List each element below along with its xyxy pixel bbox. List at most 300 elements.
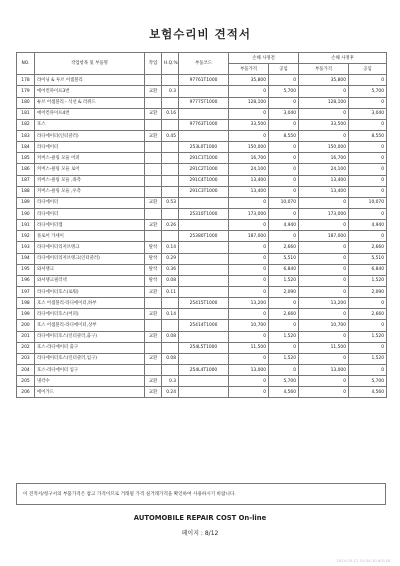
row-labor-after: 2,660 [349,242,387,253]
row-no: 204 [17,364,35,375]
table-row [17,86,387,97]
row-labor-after: 0 [349,208,387,219]
row-labor-after: 0 [349,97,387,108]
row-hq [162,164,179,175]
table-row [17,175,387,186]
row-labor-after: 1,520 [349,331,387,342]
row-labor-before: 0 [269,186,299,197]
row-labor-before: 1,520 [269,331,299,342]
row-no: 196 [17,275,35,286]
table-row [17,197,387,208]
row-labor-before: 4,560 [269,387,299,398]
row-labor-before: 0 [269,298,299,309]
table-row [17,376,387,387]
row-item-name: 와셔탱크필러넥 [35,275,145,286]
row-hq [162,364,179,375]
row-no: 190 [17,208,35,219]
table-row [17,298,387,309]
row-part-price-before: 0 [229,130,269,141]
row-part-price-after: 0 [299,130,349,141]
row-hq: 0.08 [162,331,179,342]
row-labor-after: 0 [349,342,387,353]
row-work: 교환 [145,286,162,297]
table-row [17,264,387,275]
row-item-name: 에어컨파이프3번 [35,86,145,97]
row-work: 교환 [145,376,162,387]
row-item-name: 라디에이터캡 [35,220,145,231]
row-hq: 0.29 [162,253,179,264]
row-part-price-before: 24,100 [229,164,269,175]
row-hq: 0.11 [162,286,179,297]
row-labor-after: 2,090 [349,286,387,297]
row-labor-before: 0 [269,164,299,175]
row-part-price-before: 13,200 [229,298,269,309]
table-row [17,387,387,398]
row-part-price-after: 0 [299,331,349,342]
table-row [17,342,387,353]
row-part-price-after: 0 [299,86,349,97]
row-no: 203 [17,353,35,364]
row-part-code: 291C1T1000 [179,153,229,164]
row-no: 183 [17,130,35,141]
row-work: 탈착 [145,253,162,264]
row-labor-before: 0 [269,208,299,219]
row-no: 182 [17,119,35,130]
row-item-name: 라디에이터리저브탱크(인터쿨러) [35,253,145,264]
header-hq: H.Q.% [162,53,179,75]
row-part-code: 97775T1000 [179,97,229,108]
row-part-price-after: 0 [299,197,349,208]
row-work [145,153,162,164]
row-hq: 0.45 [162,130,179,141]
table-row [17,242,387,253]
table-row [17,130,387,141]
row-part-code [179,242,229,253]
estimate-rows [17,75,387,398]
row-hq: 0.3 [162,376,179,387]
table-row [17,220,387,231]
row-part-code: 254L4T1000 [179,364,229,375]
row-hq [162,153,179,164]
row-work [145,342,162,353]
row-no: 200 [17,320,35,331]
table-row [17,208,387,219]
table-row [17,75,387,86]
row-part-price-after: 0 [299,242,349,253]
row-labor-before: 2,090 [269,286,299,297]
row-item-name: 라디에이터 [35,208,145,219]
row-no: 188 [17,186,35,197]
row-part-price-after: 10,700 [299,320,349,331]
row-labor-before: 0 [269,75,299,86]
row-no: 193 [17,242,35,253]
row-hq [162,231,179,242]
row-part-price-before: 33,500 [229,119,269,130]
row-hq [162,298,179,309]
row-hq: 0.26 [162,220,179,231]
row-no: 179 [17,86,35,97]
table-row [17,253,387,264]
row-labor-after: 4,560 [349,387,387,398]
row-part-code: 25415T1000 [179,298,229,309]
header-part-code: 부품코드 [179,53,229,75]
row-labor-before: 2,660 [269,242,299,253]
row-no: 206 [17,387,35,398]
row-hq [162,342,179,353]
row-no: 195 [17,264,35,275]
row-part-price-after: 35,800 [299,75,349,86]
table-row [17,164,387,175]
row-labor-before: 2,660 [269,309,299,320]
row-labor-after: 2,660 [349,309,387,320]
row-no: 180 [17,97,35,108]
row-labor-before: 0 [269,320,299,331]
row-work: 교환 [145,220,162,231]
row-hq: 0.08 [162,275,179,286]
row-item-name: 호스 [35,119,145,130]
row-item-name: 에어가드 [35,387,145,398]
row-labor-after: 0 [349,298,387,309]
table-row [17,231,387,242]
row-item-name: 라이닝 & 투브 어셈블리 [35,75,145,86]
row-labor-after: 3,040 [349,108,387,119]
row-hq [162,142,179,153]
row-labor-after: 0 [349,153,387,164]
row-work [145,97,162,108]
row-part-code: 291C2T1000 [179,164,229,175]
row-part-code: 291C3T1000 [179,186,229,197]
row-item-name: 호스-라디에이터 입구 [35,364,145,375]
row-part-price-after: 11,500 [299,342,349,353]
row-part-price-before: 0 [229,331,269,342]
row-labor-before: 0 [269,153,299,164]
row-no: 199 [17,309,35,320]
row-labor-after: 6,840 [349,264,387,275]
row-labor-after: 0 [349,164,387,175]
row-part-code: 97761T1000 [179,75,229,86]
row-work [145,119,162,130]
row-item-name: 플로어 가세이 [35,231,145,242]
row-part-code [179,376,229,387]
row-part-price-after: 173,000 [299,208,349,219]
row-work [145,320,162,331]
row-part-price-before: 0 [229,309,269,320]
row-hq [162,186,179,197]
header-part-price-after: 부품가격 [299,64,349,75]
row-no: 178 [17,75,35,86]
header-item-name: 작업항목 및 부품명 [35,53,145,75]
row-part-price-after: 13,000 [299,364,349,375]
table-row [17,331,387,342]
row-hq [162,75,179,86]
header-before-adjust: 손해 사정전 [229,53,299,64]
row-labor-before: 5,700 [269,86,299,97]
row-part-code [179,387,229,398]
table-row [17,320,387,331]
row-work: 교환 [145,108,162,119]
row-labor-after: 0 [349,119,387,130]
row-no: 192 [17,231,35,242]
row-item-name: 라디에이터(인터쿨러) [35,130,145,141]
row-labor-before: 0 [269,97,299,108]
table-row [17,108,387,119]
row-part-price-before: 150,000 [229,142,269,153]
row-work: 교환 [145,86,162,97]
row-hq [162,97,179,108]
row-part-code [179,197,229,208]
row-no: 186 [17,164,35,175]
row-labor-before: 6,840 [269,264,299,275]
row-part-price-before: 10,700 [229,320,269,331]
row-labor-before: 4,940 [269,220,299,231]
row-labor-after: 4,940 [349,220,387,231]
row-item-name: 라디에이터호스(로워) [35,286,145,297]
row-item-name: 라디에이터 [35,197,145,208]
header-labor-before: 공임 [269,64,299,75]
row-item-name: 라디에이터 [35,142,145,153]
row-labor-before: 0 [269,142,299,153]
row-part-price-before: 0 [229,376,269,387]
row-item-name: 라디에이터리저브탱크 [35,242,145,253]
row-hq: 0.24 [162,387,179,398]
row-labor-before: 0 [269,231,299,242]
row-item-name: 호스 어셈블리-라디에이터,상부 [35,320,145,331]
row-no: 181 [17,108,35,119]
row-part-price-before: 0 [229,220,269,231]
row-part-price-before: 11,500 [229,342,269,353]
row-part-price-before: 0 [229,242,269,253]
row-part-price-before: 0 [229,275,269,286]
row-part-price-after: 0 [299,286,349,297]
row-part-price-after: 13,200 [299,298,349,309]
row-part-price-after: 0 [299,275,349,286]
row-work: 교환 [145,331,162,342]
row-labor-after: 5,510 [349,253,387,264]
row-item-name: 에어컨파이프4번 [35,108,145,119]
row-labor-before: 8,550 [269,130,299,141]
document-title: 보험수리비 견적서 [149,27,251,41]
row-hq [162,175,179,186]
row-part-price-after: 0 [299,353,349,364]
row-part-code: 291C4T1000 [179,175,229,186]
row-part-price-after: 0 [299,220,349,231]
row-labor-before: 0 [269,364,299,375]
row-part-price-after: 0 [299,309,349,320]
row-part-code [179,264,229,275]
row-no: 194 [17,253,35,264]
row-part-code [179,275,229,286]
row-part-price-before: 13,400 [229,175,269,186]
table-row [17,286,387,297]
row-no: 197 [17,286,35,297]
row-part-price-after: 0 [299,108,349,119]
row-part-price-after: 128,100 [299,97,349,108]
row-item-name: 냉각수 [35,376,145,387]
table-row [17,275,387,286]
row-part-price-before: 187,000 [229,231,269,242]
row-work [145,364,162,375]
row-part-price-before: 0 [229,286,269,297]
table-row [17,142,387,153]
row-labor-before: 0 [269,175,299,186]
row-part-price-after: 33,500 [299,119,349,130]
row-work [145,142,162,153]
row-part-price-before: 13,400 [229,186,269,197]
row-part-price-after: 0 [299,376,349,387]
table-row [17,97,387,108]
row-part-price-before: 0 [229,86,269,97]
row-no: 198 [17,298,35,309]
header-after-adjust: 손해 사정후 [299,53,387,64]
row-no: 187 [17,175,35,186]
row-part-code: 25310T1000 [179,208,229,219]
row-part-price-before: 13,000 [229,364,269,375]
row-part-price-before: 0 [229,253,269,264]
table-row [17,364,387,375]
row-labor-before: 1,520 [269,275,299,286]
row-hq [162,320,179,331]
row-item-name: 호스-라디에이터 출구 [35,342,145,353]
row-part-code [179,331,229,342]
row-part-price-before: 16,700 [229,153,269,164]
row-labor-after: 0 [349,175,387,186]
row-part-price-after: 0 [299,387,349,398]
row-labor-after: 5,700 [349,376,387,387]
row-work [145,164,162,175]
row-item-name: 커버스-클링 모듈 로어 [35,164,145,175]
row-work [145,208,162,219]
print-stamp: 2024-05-17 10:34:10 80118 [336,558,390,563]
header-part-price-before: 부품가격 [229,64,269,75]
row-no: 189 [17,197,35,208]
row-work: 교환 [145,130,162,141]
row-item-name: 커버스-클링 모듈 어퍼 [35,153,145,164]
row-part-code [179,353,229,364]
row-labor-before: 5,510 [269,253,299,264]
row-labor-before: 5,700 [269,376,299,387]
row-labor-after: 0 [349,364,387,375]
row-labor-before: 1,520 [269,353,299,364]
row-item-name: 라디에이터호스(인터쿨러,입구) [35,353,145,364]
row-item-name: 커버스-클링 모듈 ,좌측 [35,175,145,186]
row-part-code [179,253,229,264]
row-work: 교환 [145,353,162,364]
row-labor-before: 3,040 [269,108,299,119]
row-part-code: 25380T1000 [179,231,229,242]
row-labor-after: 10,070 [349,197,387,208]
table-row [17,353,387,364]
row-part-code [179,286,229,297]
row-work [145,186,162,197]
row-hq [162,119,179,130]
row-part-price-before: 35,800 [229,75,269,86]
row-hq: 0.08 [162,353,179,364]
footer-title: AUTOMOBILE REPAIR COST On-line [133,514,267,522]
row-part-price-before: 0 [229,264,269,275]
row-part-price-after: 13,400 [299,186,349,197]
row-labor-after: 8,550 [349,130,387,141]
table-row [17,309,387,320]
row-no: 191 [17,220,35,231]
row-hq: 0.14 [162,309,179,320]
row-part-price-before: 0 [229,197,269,208]
row-part-price-after: 0 [299,264,349,275]
table-row [17,119,387,130]
row-work [145,231,162,242]
row-hq: 0.3 [162,86,179,97]
row-no: 185 [17,153,35,164]
row-no: 202 [17,342,35,353]
header-work: 작업 [145,53,162,75]
row-part-code [179,309,229,320]
row-work: 교환 [145,309,162,320]
estimate-table [16,52,387,398]
table-row [17,186,387,197]
header-no: NO. [17,53,35,75]
row-labor-after: 0 [349,186,387,197]
row-work: 탈착 [145,242,162,253]
row-labor-after: 0 [349,75,387,86]
row-work: 탈착 [145,264,162,275]
header-labor-after: 공임 [349,64,387,75]
row-part-price-before: 173,000 [229,208,269,219]
row-labor-before: 0 [269,119,299,130]
row-hq: 0.36 [162,264,179,275]
row-item-name: 커버스-클링 모듈 ,우측 [35,186,145,197]
row-item-name: 라디에이터호스(인터쿨러,출구) [35,331,145,342]
row-labor-after: 0 [349,320,387,331]
row-part-price-after: 16,700 [299,153,349,164]
row-part-code [179,130,229,141]
row-part-price-before: 0 [229,387,269,398]
row-work [145,75,162,86]
page-number: 페이지 : 8/12 [181,530,219,537]
row-labor-after: 0 [349,231,387,242]
row-labor-after: 5,700 [349,86,387,97]
row-part-price-before: 0 [229,353,269,364]
row-no: 184 [17,142,35,153]
row-item-name: 튜브 어셈블리 - 석션 & 리퀴드 [35,97,145,108]
row-labor-before: 0 [269,342,299,353]
row-item-name: 와셔탱크 [35,264,145,275]
row-labor-after: 1,520 [349,353,387,364]
row-part-code: 97763T1000 [179,119,229,130]
row-part-price-after: 24,100 [299,164,349,175]
row-work: 탈착 [145,275,162,286]
row-part-price-before: 128,100 [229,97,269,108]
row-part-price-after: 150,000 [299,142,349,153]
row-part-price-after: 187,000 [299,231,349,242]
table-row [17,153,387,164]
row-labor-after: 0 [349,142,387,153]
row-no: 201 [17,331,35,342]
row-work: 교환 [145,387,162,398]
row-work: 교환 [145,197,162,208]
row-work [145,175,162,186]
row-part-code [179,108,229,119]
row-part-price-after: 0 [299,253,349,264]
row-part-code [179,220,229,231]
row-hq: 0.53 [162,197,179,208]
row-part-price-after: 13,400 [299,175,349,186]
row-work [145,298,162,309]
row-hq [162,208,179,219]
row-part-code: 253L0T1000 [179,142,229,153]
row-labor-before: 10,070 [269,197,299,208]
row-labor-after: 1,520 [349,275,387,286]
row-no: 205 [17,376,35,387]
disclaimer-note: 이 견적서/청구서의 부품가격은 참고 가격이므로 거래될 가격 실거래가격을 확인하여 사용하시기 바랍니다. [16,483,386,505]
